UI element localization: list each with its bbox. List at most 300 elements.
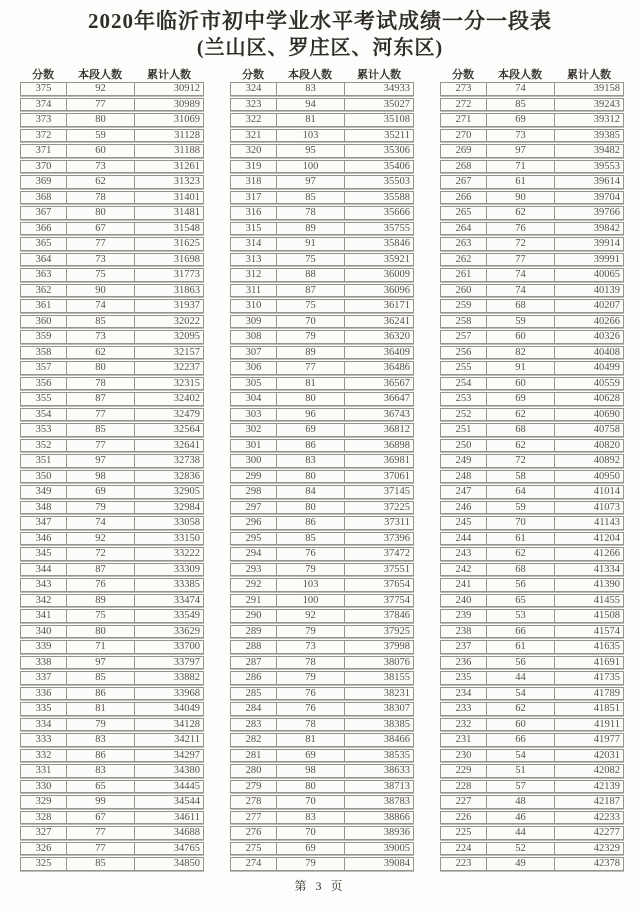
cumulative-count-cell: 36812: [383, 424, 410, 435]
cumulative-count-cell: 31401: [173, 191, 200, 203]
table-row: [230, 516, 414, 530]
cumulative-count-cell: 34211: [174, 734, 200, 745]
segment-count-cell: 80: [277, 393, 345, 405]
score-cell: 277: [231, 812, 277, 824]
segment-count-cell: 71: [487, 161, 555, 173]
score-cell: 373: [21, 114, 67, 126]
segment-count-cell: 77: [277, 362, 345, 374]
segment-count-cell: 68: [487, 424, 555, 436]
score-cell: 369: [21, 176, 67, 188]
table-row: [440, 98, 624, 112]
segment-count-cell: 99: [67, 796, 135, 808]
table-row: [20, 702, 204, 716]
table-row: [230, 795, 414, 809]
cumulative-count-cell: 41911: [594, 718, 620, 730]
score-cell: 365: [21, 238, 67, 250]
table-row: [230, 547, 414, 561]
table-row: [440, 842, 624, 856]
table-row: [20, 718, 204, 732]
score-cell: 265: [441, 207, 487, 219]
table-row: [230, 206, 414, 220]
score-cell: 345: [21, 548, 67, 560]
score-cell: 297: [231, 502, 277, 514]
score-cell: 273: [441, 83, 487, 95]
score-cell: 321: [231, 130, 277, 142]
segment-count-cell: 85: [277, 192, 345, 204]
table-row: [230, 284, 414, 298]
cumulative-count-cell: 38307: [383, 703, 410, 714]
table-row: [230, 423, 414, 437]
segment-count-cell: 67: [67, 223, 135, 235]
segment-count-cell: 92: [67, 533, 135, 545]
score-cell: 228: [441, 781, 487, 793]
table-row: [20, 98, 204, 112]
segment-count-cell: 77: [67, 843, 135, 855]
page-number: 第 3 页: [294, 879, 346, 893]
score-cell: 262: [441, 254, 487, 266]
cumulative-count-cell: 39704: [593, 191, 620, 203]
score-cell: 349: [21, 486, 67, 498]
segment-count-cell: 73: [277, 641, 345, 653]
cumulative-count-cell: 32315: [173, 377, 200, 389]
score-cell: 367: [21, 207, 67, 219]
table-header-row: [230, 66, 414, 81]
cumulative-count-cell: 36241: [383, 315, 410, 327]
segment-count-cell: 78: [277, 719, 345, 731]
table-row: [20, 749, 204, 763]
cumulative-count-cell: 34128: [173, 718, 200, 730]
segment-count-cell: 96: [277, 409, 345, 421]
cumulative-count-cell: 42031: [593, 749, 620, 761]
score-cell: 296: [231, 517, 277, 529]
table-row: [20, 206, 204, 220]
table-row: [440, 702, 624, 716]
cumulative-count-cell: 32237: [173, 362, 200, 373]
segment-count-cell: 83: [67, 734, 135, 746]
score-cell: 275: [231, 843, 277, 855]
table-row: [230, 330, 414, 344]
table-row: [230, 222, 414, 236]
cumulative-count-cell: 33150: [173, 532, 200, 544]
table-row: [230, 842, 414, 856]
table-row: [20, 315, 204, 329]
segment-count-cell: 89: [277, 347, 345, 359]
cumulative-count-cell: 41014: [593, 486, 620, 497]
segment-count-cell: 89: [67, 595, 135, 607]
segment-count-cell: 100: [277, 595, 345, 607]
score-cell: 247: [441, 486, 487, 498]
table-row: [440, 253, 624, 267]
score-cell: 253: [441, 393, 487, 405]
cumulative-count-cell: 40139: [593, 284, 620, 296]
score-cell: 240: [441, 595, 487, 607]
table-row: [20, 640, 204, 654]
cumulative-count-cell: 41390: [593, 579, 620, 590]
segment-count-cell: 90: [67, 285, 135, 297]
score-cell: 337: [21, 672, 67, 684]
segment-count-cell: 59: [487, 316, 555, 328]
segment-count-cell: 79: [277, 626, 345, 638]
segment-count-cell: 83: [277, 83, 345, 95]
cumulative-count-cell: 41073: [593, 501, 620, 513]
score-cell: 281: [231, 750, 277, 762]
score-cell: 339: [21, 641, 67, 653]
segment-count-cell: 70: [277, 796, 345, 808]
table-row: [20, 160, 204, 174]
segment-count-cell: 84: [277, 486, 345, 498]
segment-count-cell: 62: [487, 703, 555, 715]
cumulative-count-cell: 37472: [383, 548, 410, 559]
segment-count-cell: 80: [277, 502, 345, 514]
segment-count-cell: 80: [67, 207, 135, 219]
table-row: [230, 361, 414, 375]
segment-count-cell: 72: [67, 548, 135, 560]
score-cell: 230: [441, 750, 487, 762]
segment-count-cell: 86: [277, 517, 345, 529]
score-cell: 231: [441, 734, 487, 746]
cumulative-count-cell: 42187: [593, 796, 620, 807]
table-row: [440, 687, 624, 701]
score-cell: 333: [21, 734, 67, 746]
cumulative-count-cell: 42139: [593, 780, 620, 792]
segment-count-cell: 79: [277, 858, 345, 870]
segment-count-cell: 60: [487, 719, 555, 731]
score-cell: 366: [21, 223, 67, 235]
segment-count-cell: 69: [277, 750, 345, 762]
segment-count-cell: 79: [67, 502, 135, 514]
score-cell: 350: [21, 471, 67, 483]
table-row: [440, 408, 624, 422]
table-row: [20, 671, 204, 685]
segment-count-cell: 78: [277, 207, 345, 219]
segment-count-cell: 85: [67, 316, 135, 328]
score-cell: 331: [21, 765, 67, 777]
cumulative-count-cell: 31773: [173, 269, 200, 280]
score-cell: 278: [231, 796, 277, 808]
segment-count-cell: 86: [67, 750, 135, 762]
column-header: 累计人数: [567, 68, 611, 81]
title-block: [0, 0, 640, 61]
cumulative-count-cell: 38231: [383, 687, 410, 699]
cumulative-count-cell: 39005: [383, 842, 410, 854]
score-cell: 307: [231, 347, 277, 359]
cumulative-count-cell: 33629: [173, 625, 200, 637]
segment-count-cell: 60: [487, 331, 555, 343]
cumulative-count-cell: 36320: [383, 331, 410, 342]
segment-count-cell: 70: [277, 316, 345, 328]
score-cell: 280: [231, 765, 277, 777]
cumulative-count-cell: 36486: [383, 362, 410, 373]
segment-count-cell: 77: [67, 827, 135, 839]
score-cell: 287: [231, 657, 277, 669]
cumulative-count-cell: 41204: [593, 532, 620, 544]
score-cell: 341: [21, 610, 67, 622]
score-cell: 344: [21, 564, 67, 576]
cumulative-count-cell: 40690: [593, 408, 620, 420]
table-row: [20, 485, 204, 499]
cumulative-count-cell: 40065: [593, 269, 620, 280]
cumulative-count-cell: 36567: [383, 377, 410, 389]
cumulative-count-cell: 39312: [593, 114, 620, 125]
table-row: [440, 175, 624, 189]
segment-count-cell: 80: [277, 471, 345, 483]
score-cell: 288: [231, 641, 277, 653]
segment-count-cell: 85: [487, 99, 555, 111]
cumulative-count-cell: 37145: [383, 486, 410, 497]
table-row: [20, 175, 204, 189]
table-row: [20, 780, 204, 794]
cumulative-count-cell: 40628: [593, 393, 620, 404]
segment-count-cell: 62: [67, 176, 135, 188]
score-cell: 286: [231, 672, 277, 684]
cumulative-count-cell: 41735: [593, 672, 620, 683]
table-row: [230, 237, 414, 251]
cumulative-count-cell: 31128: [174, 129, 200, 141]
score-table-group-1: [20, 66, 204, 873]
segment-count-cell: 62: [67, 347, 135, 359]
cumulative-count-cell: 33222: [173, 548, 200, 559]
table-row: [20, 594, 204, 608]
score-cell: 249: [441, 455, 487, 467]
table-row: [20, 284, 204, 298]
table-row: [440, 237, 624, 251]
segment-count-cell: 51: [487, 765, 555, 777]
score-cell: 347: [21, 517, 67, 529]
table-row: [20, 454, 204, 468]
segment-count-cell: 72: [487, 238, 555, 250]
segment-count-cell: 60: [67, 145, 135, 157]
cumulative-count-cell: 34544: [173, 796, 200, 807]
score-cell: 248: [441, 471, 487, 483]
segment-count-cell: 66: [487, 734, 555, 746]
cumulative-count-cell: 40758: [593, 424, 620, 435]
table-row: [20, 733, 204, 747]
score-cell: 254: [441, 378, 487, 390]
cumulative-count-cell: 31625: [173, 238, 200, 249]
segment-count-cell: 74: [487, 269, 555, 281]
segment-count-cell: 76: [67, 579, 135, 591]
segment-count-cell: 73: [67, 331, 135, 343]
score-cell: 290: [231, 610, 277, 622]
segment-count-cell: 44: [487, 672, 555, 684]
cumulative-count-cell: 42378: [593, 858, 620, 869]
score-cell: 303: [231, 409, 277, 421]
score-cell: 335: [21, 703, 67, 715]
table-row: [440, 671, 624, 685]
table-row: [20, 144, 204, 158]
cumulative-count-cell: 39766: [593, 207, 620, 218]
cumulative-count-cell: 31261: [173, 160, 200, 172]
segment-count-cell: 82: [487, 347, 555, 359]
score-cell: 227: [441, 796, 487, 808]
score-cell: 264: [441, 223, 487, 235]
score-cell: 308: [231, 331, 277, 343]
table-row: [440, 625, 624, 639]
table-row: [230, 299, 414, 313]
score-tables-container: [0, 61, 640, 873]
table-row: [20, 516, 204, 530]
score-cell: 336: [21, 688, 67, 700]
table-row: [440, 299, 624, 313]
table-row: [440, 315, 624, 329]
score-cell: 243: [441, 548, 487, 560]
score-cell: 364: [21, 254, 67, 266]
table-row: [20, 656, 204, 670]
table-row: [230, 563, 414, 577]
table-row: [230, 485, 414, 499]
table-row: [440, 594, 624, 608]
table-row: [230, 377, 414, 391]
score-cell: 325: [21, 858, 67, 870]
page-subtitle: (兰山区、罗庄区、河东区): [196, 37, 444, 59]
score-cell: 305: [231, 378, 277, 390]
score-cell: 225: [441, 827, 487, 839]
segment-count-cell: 66: [487, 626, 555, 638]
table-row: [230, 470, 414, 484]
cumulative-count-cell: 34765: [173, 842, 200, 854]
cumulative-count-cell: 34850: [173, 858, 200, 869]
score-cell: 269: [441, 145, 487, 157]
segment-count-cell: 44: [487, 827, 555, 839]
score-cell: 346: [21, 533, 67, 545]
segment-count-cell: 79: [67, 719, 135, 731]
cumulative-count-cell: 38713: [383, 780, 410, 792]
score-cell: 271: [441, 114, 487, 126]
segment-count-cell: 91: [487, 362, 555, 374]
score-cell: 340: [21, 626, 67, 638]
segment-count-cell: 83: [277, 455, 345, 467]
score-cell: 343: [21, 579, 67, 591]
score-cell: 353: [21, 424, 67, 436]
cumulative-count-cell: 42233: [593, 811, 620, 823]
score-cell: 270: [441, 130, 487, 142]
cumulative-count-cell: 31188: [174, 145, 200, 156]
score-cell: 258: [441, 316, 487, 328]
cumulative-count-cell: 33700: [173, 641, 200, 652]
cumulative-count-cell: 33309: [173, 563, 200, 575]
segment-count-cell: 77: [67, 99, 135, 111]
score-cell: 370: [21, 161, 67, 173]
table-row: [440, 764, 624, 778]
table-row: [20, 113, 204, 127]
segment-count-cell: 85: [67, 424, 135, 436]
cumulative-count-cell: 34933: [383, 83, 410, 94]
score-cell: 284: [231, 703, 277, 715]
segment-count-cell: 76: [277, 703, 345, 715]
table-row: [440, 129, 624, 143]
table-row: [440, 501, 624, 515]
table-row: [230, 144, 414, 158]
score-cell: 251: [441, 424, 487, 436]
segment-count-cell: 56: [487, 657, 555, 669]
table-row: [230, 175, 414, 189]
table-row: [440, 609, 624, 623]
column-header: 分数: [32, 68, 54, 81]
score-cell: 327: [21, 827, 67, 839]
cumulative-count-cell: 34297: [173, 749, 200, 761]
table-row: [440, 361, 624, 375]
cumulative-count-cell: 39243: [593, 98, 620, 110]
cumulative-count-cell: 37061: [383, 470, 410, 482]
score-cell: 352: [21, 440, 67, 452]
cumulative-count-cell: 41977: [593, 734, 620, 745]
segment-count-cell: 69: [277, 843, 345, 855]
cumulative-count-cell: 41143: [594, 517, 620, 528]
segment-count-cell: 58: [487, 471, 555, 483]
segment-count-cell: 81: [277, 734, 345, 746]
cumulative-count-cell: 41334: [593, 563, 620, 575]
cumulative-count-cell: 37396: [383, 532, 410, 544]
cumulative-count-cell: 34445: [173, 780, 200, 792]
score-cell: 266: [441, 192, 487, 204]
table-row: [440, 113, 624, 127]
segment-count-cell: 57: [487, 781, 555, 793]
cumulative-count-cell: 37998: [383, 641, 410, 652]
cumulative-count-cell: 38783: [383, 796, 410, 807]
score-cell: 319: [231, 161, 277, 173]
segment-count-cell: 85: [277, 533, 345, 545]
score-cell: 257: [441, 331, 487, 343]
table-row: [440, 346, 624, 360]
segment-count-cell: 67: [67, 812, 135, 824]
segment-count-cell: 80: [277, 781, 345, 793]
score-cell: 298: [231, 486, 277, 498]
cumulative-count-cell: 30912: [173, 83, 200, 94]
cumulative-count-cell: 31698: [173, 253, 200, 265]
segment-count-cell: 74: [487, 285, 555, 297]
table-row: [20, 609, 204, 623]
score-cell: 239: [441, 610, 487, 622]
cumulative-count-cell: 34049: [173, 703, 200, 714]
cumulative-count-cell: 32564: [173, 424, 200, 435]
segment-count-cell: 77: [487, 254, 555, 266]
score-cell: 334: [21, 719, 67, 731]
score-cell: 233: [441, 703, 487, 715]
segment-count-cell: 86: [277, 440, 345, 452]
score-cell: 226: [441, 812, 487, 824]
score-cell: 311: [231, 285, 277, 297]
segment-count-cell: 73: [67, 161, 135, 173]
table-row: [440, 284, 624, 298]
table-row: [230, 594, 414, 608]
cumulative-count-cell: 35588: [383, 191, 410, 203]
segment-count-cell: 89: [277, 223, 345, 235]
cumulative-count-cell: 42277: [593, 827, 620, 838]
score-cell: 358: [21, 347, 67, 359]
segment-count-cell: 95: [277, 145, 345, 157]
table-row: [230, 656, 414, 670]
cumulative-count-cell: 31937: [173, 300, 200, 311]
table-row: [230, 826, 414, 840]
segment-count-cell: 68: [487, 564, 555, 576]
cumulative-count-cell: 32095: [173, 331, 200, 342]
segment-count-cell: 75: [67, 269, 135, 281]
cumulative-count-cell: 39991: [593, 253, 620, 265]
cumulative-count-cell: 40950: [593, 470, 620, 482]
segment-count-cell: 76: [277, 548, 345, 560]
column-header: 分数: [452, 68, 474, 81]
table-row: [20, 470, 204, 484]
table-row: [230, 532, 414, 546]
cumulative-count-cell: 41574: [593, 625, 620, 637]
score-cell: 329: [21, 796, 67, 808]
table-row: [230, 749, 414, 763]
score-cell: 323: [231, 99, 277, 111]
segment-count-cell: 92: [67, 83, 135, 95]
segment-count-cell: 60: [487, 378, 555, 390]
score-cell: 359: [21, 331, 67, 343]
cumulative-count-cell: 35306: [383, 145, 410, 156]
